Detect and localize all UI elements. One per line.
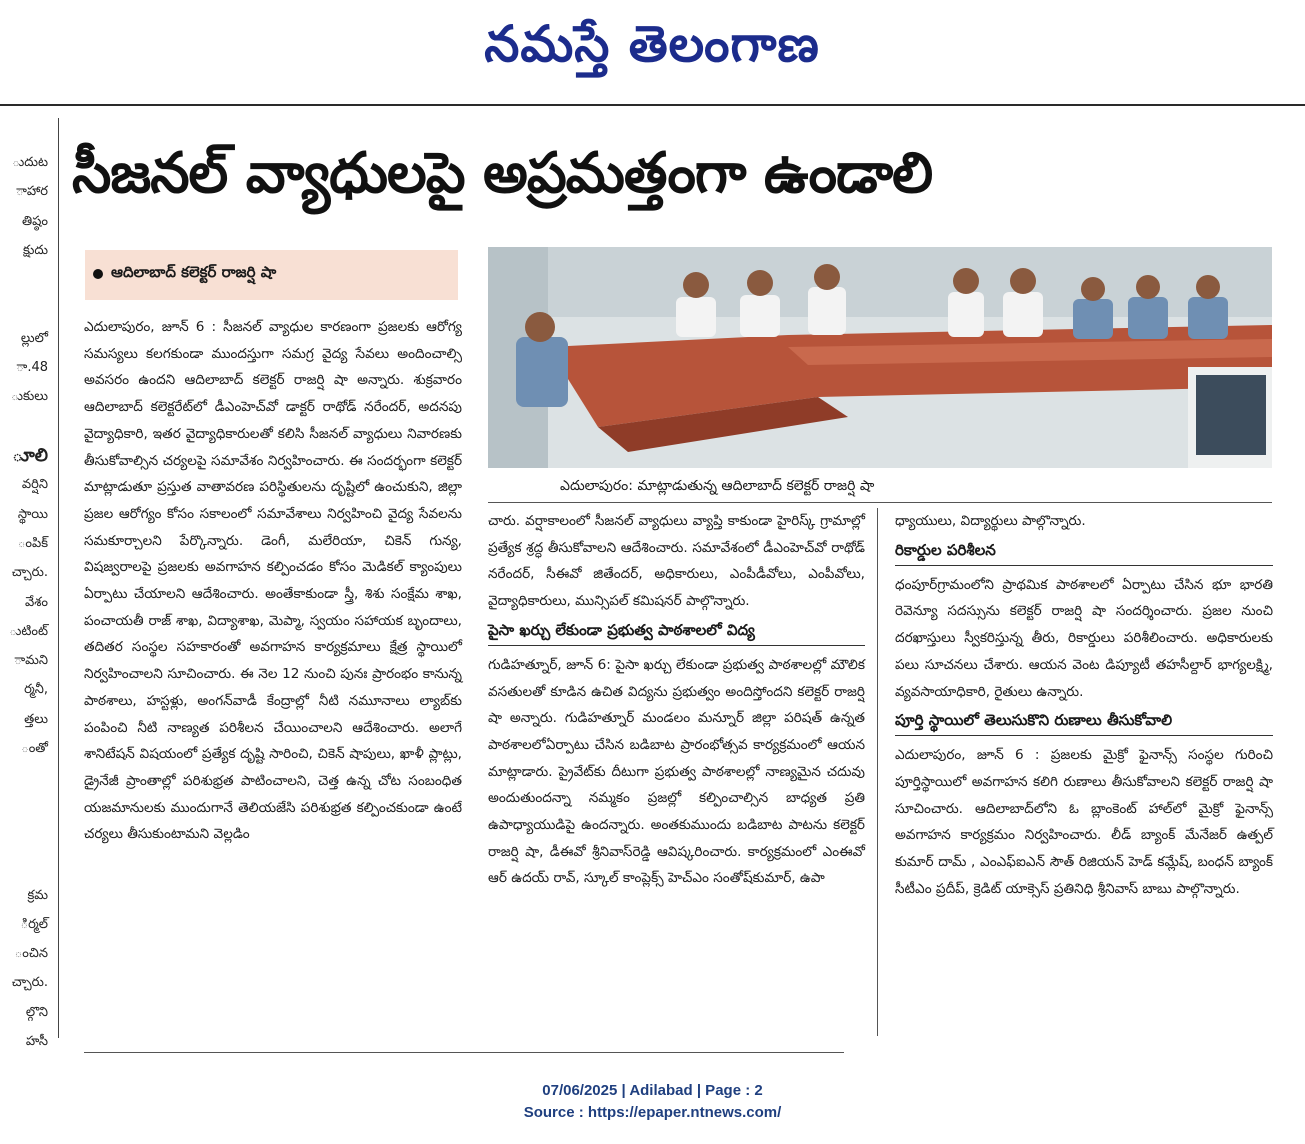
column-2-paragraph-2: గుడిహత్నూర్, జూన్ 6: పైసా ఖర్చు లేకుండా ప్రభుత్వ పాఠశాలల్లో మౌలిక వసతులతో కూడిన ఉచిత విద్యను ప్రభుత్వం అందిస్తోందని కలెక్టర్ రాజర్షి షా అన్నారు. గుడిహత్నూర్ మండలం మన్నూర్ జిల్లా పరిషత్ ఉన్నత పాఠశాలలోఏర్పాటు చేసిన బడిబాట ప్రారంభోత్సవ కార్యక్రమంలో ఆయన మాట్లాడారు. ప్రైవేట్‌కు దీటుగా ప్రభుత్వ పాఠశాలల్లో నాణ్యమైన చదువు అందుతుందన్నా నమ్మకం ప్రజల్లో కల్పించాల్సిన బాధ్యత ప్రతి ఉపాధ్యాయుడిపై ఉందన్నారు. అంతకుముందు బడిబాట పాటను కలెక్టర్ రాజర్షి షా, డీఈవో శ్రీనివాస్‌రెడ్డి ఆవిష్కరించారు. కార్యక్రమంలో ఎంఈవో ఆర్ ఉదయ్ రావ్, స్కూల్ కాంప్లెక్స్ హెచ్ఎం సంతోష్‌కుమార్, ఉపా xyxy=(488,656,865,887)
strip-text-line: క్రమ xyxy=(27,887,48,903)
column-1-paragraph: ఎదులాపురం, జూన్ 6 : సీజనల్ వ్యాధుల కారణంగా ప్రజలకు ఆరోగ్య సమస్యలు కలగకుండా ముందస్తుగా సమగ్ర వైద్య సేవలు అందించాల్సి అవసరం ఉందని ఆదిలాబాద్ కలెక్టర్ రాజర్షి షా అన్నారు. శుక్రవారం ఆదిలాబాద్ కలెక్టరేట్‌లో డీఎంహెచ్‌వో డాక్టర్ రాథోడ్ నరేందర్, అదనపు వైద్యాధికారి, ఇతర వైద్యాధికారులతో కలిసి సీజనల్ వ్యాధులు నివారణకు తీసుకోవాల్సిన చర్యలపై సమావేశం నిర్వహించారు. ఈ సందర్భంగా కలెక్టర్ మాట్లాడుతూ ప్రస్తుత వాతావరణ పరిస్థితులను దృష్టిలో ఉంచుకుని, జిల్లా ప్రజల ఆరోగ్యం కోసం సకాలంలో సమావేశాలు నిర్వహించి వైద్య సేవలను సమకూర్చాలని పేర్కొన్నారు. డెంగీ, మలేరియా, చికెన్ గున్య, విషజ్వరాలపై ప్రజలకు అవగాహన కల్పించడం కోసం మెడికల్ క్యాంపులు ఏర్పాటు చేయాలని ఆదేశించారు. అంతేకాకుండా స్త్రీ, శిశు సంక్షేమ శాఖ, పంచాయతీ రాజ్ శాఖ, విద్యాశాఖ, మెప్మా, స్వయం సహాయక బృందాలు, తదితర సంస్థల సహకారంతో అవగాహన కార్యక్రమాలు క్షేత్ర స్థాయిలో నిర్వహించాలని సూచించారు. ఈ నెల 12 నుంచి పునః ప్రారంభం కానున్న పాఠశాలు, హస్టళ్లు, అంగన్‌వాడీ కేంద్రాల్లో నీటి నమూనాలు ల్యాబ్‌కు పంపించి నీటి నాణ్యత పరిశీలన చేయించాలని ఆదేశించారు. అలాగే శానిటేషన్ విషయంలో ప్రత్యేక దృష్టి సారించి, చికెన్ షాపులు, ఖాళీ ప్లాట్లు, డ్రైనేజీ ప్రాంతాల్లో పరిశుభ్రత పాటించాలని, చెత్త ఉన్న చోట సంబంధిత యజమానులకు ముందుగానే తెలియజేసి పరిశుభ్రత కల్పించకుండా ఉంటే చర్యలు తీసుకుంటామని వెల్లడిం xyxy=(84,319,462,843)
masthead xyxy=(0,0,1305,106)
column-3-paragraph-2: ధంపూర్‌గ్రామంలోని ప్రాథమిక పాఠశాలలో ఏర్పాటు చేసిన భూ భారతి రెవెన్యూ సదస్సును కలెక్టర్ రాజర్షి షా సందర్శించారు. ప్రజల నుంచి దరఖాస్తులు స్వీకరిస్తున్న తీరు, రికార్డులు పరిశీలించారు. అధికారులకు పలు సూచనలు చేశారు. ఆయన వెంట డిప్యూటీ తహసీల్దార్ భాగ్యలక్ష్మి, వ్యవసాయాధికారి, రైతులు ఉన్నారు. xyxy=(895,576,1273,700)
byline-box xyxy=(85,250,458,300)
strip-text-line: ంపిక్ xyxy=(17,535,48,551)
subheading-rule xyxy=(895,735,1273,736)
column-3-paragraph-3: ఎదులాపురం, జూన్ 6 : ప్రజలకు మైక్రో ఫైనాన్స్ సంస్థల గురించి పూర్తిస్థాయిలో అవగాహన కలిగి రుణాలు తీసుకోవాలని కలెక్టర్ రాజర్షి షా సూచించారు. ఆదిలాబాద్‌లోని ఓ బ్లాంకెంట్ హాల్‌లో మైక్రో ఫైనాన్స్ అవగాహన కార్యక్రమం నిర్వహించారు. లీడ్ బ్యాంక్ మేనేజర్ ఉత్పల్ కుమార్ దామ్ , ఎంఎఫ్ఐఎన్ సౌత్ రిజియన్ హెడ్ కమ్లేష్, బంధన్ బ్యాంక్ సీటీఎం ప్రదీప్, క్రెడిట్ యాక్సెస్ ప్రతినిధి శ్రీనివాస్ బాబు పాల్గొన్నారు. xyxy=(895,747,1273,897)
page-footer xyxy=(0,1080,1305,1124)
meeting-photo-illustration xyxy=(488,247,1272,468)
strip-text-line: చ్చారు. xyxy=(11,565,48,581)
edition-info: 07/06/2025 | Adilabad | Page : 2 xyxy=(542,1082,763,1099)
column-divider xyxy=(58,118,59,1038)
bullet-icon xyxy=(93,269,103,279)
strip-text-line: ర్మనీ, xyxy=(24,682,48,698)
byline-text: ఆదిలాబాద్ కలెక్టర్ రాజర్షి షా xyxy=(111,263,277,281)
article-column-1 xyxy=(84,314,462,1036)
strip-text-line: ుటింట్ xyxy=(9,623,48,639)
strip-text-line: వేశం xyxy=(25,594,48,610)
subheading-records-inspection: రికార్డుల పరిశీలన xyxy=(895,540,996,559)
article-column-2 xyxy=(488,508,865,1036)
strip-text-line: ల్గొని xyxy=(25,1004,48,1020)
strip-text-line: స్థాయి xyxy=(17,506,48,522)
strip-text-line: ా.48 xyxy=(16,360,48,376)
column-divider xyxy=(877,508,878,1036)
strip-text-line: ంచిన xyxy=(14,946,48,962)
column-3-paragraph-1: ధ్యాయులు, విద్యార్థులు పాల్గొన్నారు. xyxy=(895,513,1086,529)
strip-text-line: ుదుట xyxy=(12,155,48,170)
subheading-loans: పూర్తి స్థాయిలో తెలుసుకొని రుణాలు తీసుకోవాలి xyxy=(895,711,1173,730)
strip-text-line: ాహార xyxy=(15,184,48,200)
meeting-photo xyxy=(488,247,1272,468)
strip-text-line: చ్చారు. xyxy=(11,975,48,991)
article-headline: సీజనల్ వ్యాధులపై అప్రమత్తంగా ఉండాలి xyxy=(72,141,933,206)
strip-text-line: హసీ xyxy=(25,1034,48,1049)
bottom-divider xyxy=(84,1052,844,1053)
strip-text-line: ామని xyxy=(14,653,48,669)
strip-text-line: క్షుదు xyxy=(23,242,48,258)
strip-text-line: ుకులు xyxy=(10,389,48,405)
photo-caption: ఎదులాపురం: మాట్లాడుతున్న ఆదిలాబాద్ కలెక్టర్ రాజర్షి షా xyxy=(560,478,875,494)
newspaper-logo: నమస్తే తెలంగాణ xyxy=(484,14,820,73)
adjacent-column-fragment xyxy=(0,140,50,1049)
subheading-free-education: పైసా ఖర్చు లేకుండా ప్రభుత్వ పాఠశాలలో విద్య xyxy=(488,620,755,639)
strip-text-line: ంతో xyxy=(21,741,48,756)
strip-text-line: తిష్ఠం xyxy=(21,213,48,229)
divider-line xyxy=(488,502,1272,503)
column-2-paragraph-1: చారు. వర్షాకాలంలో సీజనల్ వ్యాధులు వ్యాప్తి కాకుండా హైరిస్క్ గ్రామాల్లో ప్రత్యేక శ్రద్ధ తీసుకోవాలని ఆదేశించారు. సమావేశంలో డీఎంహెచ్‌వో రాథోడ్ నరేందర్, సీఈవో జితేందర్, అధికారులు, ఎంపీడీవోలు, ఎంపీవోలు, వైద్యాధికారులు, మున్సిపల్ కమిషనర్ పాల్గొన్నారు. xyxy=(488,513,865,610)
strip-text-line: ూలి xyxy=(12,445,48,466)
subheading-rule xyxy=(488,645,865,646)
subheading-rule xyxy=(895,565,1273,566)
strip-text-line: త్తలు xyxy=(24,711,48,727)
strip-text-line: వర్షిని xyxy=(21,477,48,493)
article-column-3 xyxy=(895,508,1273,1036)
source-link[interactable]: Source : https://epaper.ntnews.com/ xyxy=(523,1104,782,1121)
strip-text-line: ిర్మల్ xyxy=(20,916,48,932)
strip-text-line: ల్లులో xyxy=(20,330,48,346)
